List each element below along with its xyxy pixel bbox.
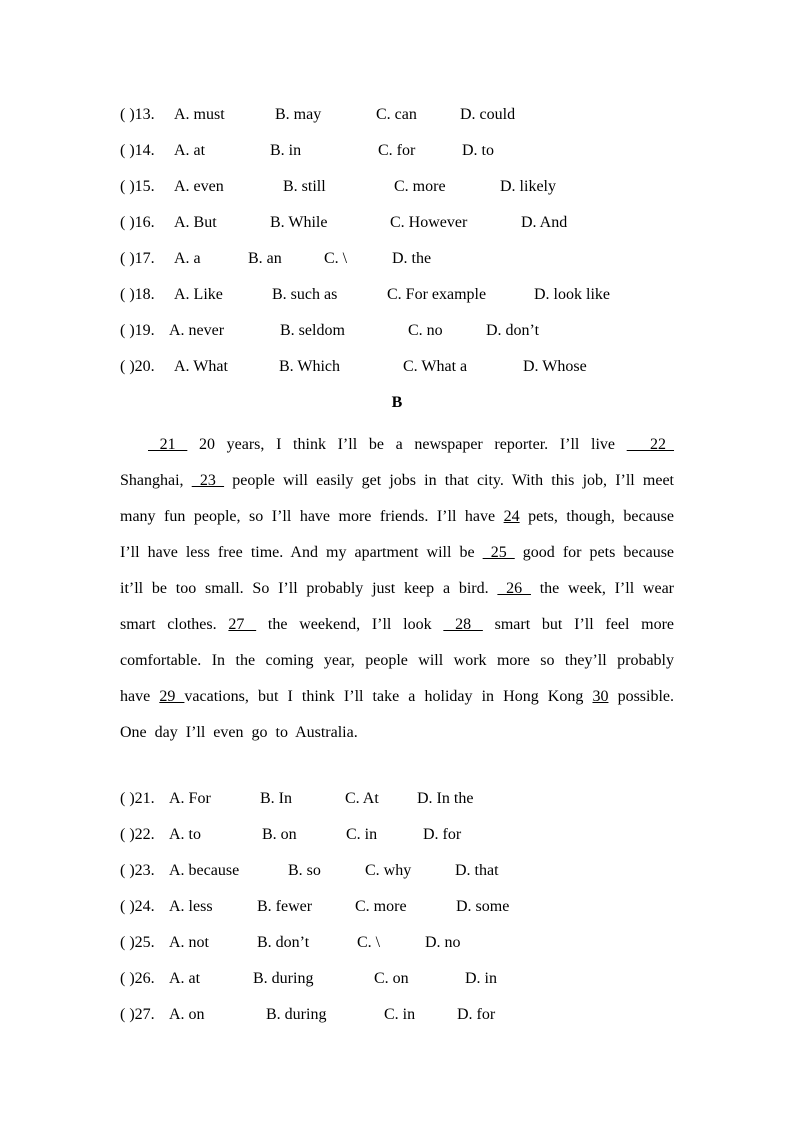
option-a: A. never: [169, 322, 225, 339]
question-number: ( )22.: [120, 826, 155, 843]
option-b: B. may: [275, 106, 322, 123]
option-c: C. At: [345, 790, 379, 807]
question-number: ( )24.: [120, 898, 155, 915]
option-d: D. to: [462, 142, 494, 159]
option-b: B. don’t: [257, 934, 310, 951]
option-b: B. Which: [279, 358, 341, 375]
option-d: D. that: [455, 862, 499, 879]
option-d: D. could: [460, 106, 516, 123]
section-b-title: B: [391, 394, 403, 411]
option-d: D. In the: [417, 790, 474, 807]
question-number: ( )20.: [120, 358, 155, 375]
option-a: A. Like: [174, 286, 223, 303]
option-b: B. during: [253, 970, 314, 987]
option-d: D. don’t: [486, 322, 540, 339]
question-number: ( )19.: [120, 322, 155, 339]
option-a: A. For: [169, 790, 211, 807]
option-d: D. some: [456, 898, 510, 915]
passage-text: people will easily get jobs in that city. With this job, I’ll meet many fun people, so I’ll have more friends. I’ll have: [120, 472, 675, 525]
cloze-blank: 22: [626, 436, 675, 453]
option-c: C. What a: [403, 358, 468, 375]
option-d: D. the: [392, 250, 432, 267]
option-c: C. \: [357, 934, 381, 951]
option-c: C. for: [378, 142, 416, 159]
option-d: D. no: [425, 934, 461, 951]
option-a: A. a: [174, 250, 201, 267]
option-b: B. still: [283, 178, 326, 195]
option-a: A. on: [169, 1006, 205, 1023]
cloze-blank: 26: [497, 580, 531, 597]
option-b: B. seldom: [280, 322, 345, 339]
question-number: ( )17.: [120, 250, 155, 267]
option-a: A. at: [169, 970, 201, 987]
question-number: ( )21.: [120, 790, 155, 807]
option-c: C. more: [355, 898, 407, 915]
option-c: C. no: [408, 322, 443, 339]
option-d: D. likely: [500, 178, 556, 195]
passage-text: smart but I’ll feel more comfortable. In the coming year, people will work more so they’ll probably have: [120, 616, 675, 705]
passage-text: the weekend, I’ll look: [256, 616, 444, 633]
option-b: B. such as: [272, 286, 338, 303]
cloze-blank: 29: [159, 688, 185, 705]
cloze-blank: 24: [503, 508, 520, 525]
option-a: A. even: [174, 178, 224, 195]
option-a: A. must: [174, 106, 225, 123]
option-c: C. in: [346, 826, 378, 843]
question-number: ( )14.: [120, 142, 155, 159]
cloze-passage: [120, 427, 674, 751]
option-a: A. But: [174, 214, 217, 231]
option-a: A. less: [169, 898, 213, 915]
cloze-blank: 21: [148, 436, 188, 453]
option-a: A. not: [169, 934, 209, 951]
option-c: C. on: [374, 970, 409, 987]
passage-text: possible. One day I’ll even go to Australia.: [120, 688, 675, 741]
option-b: B. fewer: [257, 898, 313, 915]
cloze-blank: 25: [482, 544, 515, 561]
question-number: ( )25.: [120, 934, 155, 951]
option-d: D. look like: [534, 286, 610, 303]
option-a: A. to: [169, 826, 201, 843]
passage-text: pets, though, because I’ll have less free time. And my apartment will be: [120, 508, 674, 561]
option-c: C. more: [394, 178, 446, 195]
question-number: ( )23.: [120, 862, 155, 879]
option-d: D. in: [465, 970, 497, 987]
option-b: B. during: [266, 1006, 327, 1023]
option-d: D. And: [521, 214, 568, 231]
question-number: ( )15.: [120, 178, 155, 195]
option-b: B. In: [260, 790, 292, 807]
option-b: B. in: [270, 142, 302, 159]
option-c: C. why: [365, 862, 412, 879]
option-c: C. \: [324, 250, 348, 267]
option-a: A. What: [174, 358, 228, 375]
cloze-blank: 28: [443, 616, 483, 633]
option-b: B. so: [288, 862, 321, 879]
option-b: B. While: [270, 214, 328, 231]
cloze-blank: 27: [228, 616, 257, 633]
option-c: C. However: [390, 214, 468, 231]
question-number: ( )27.: [120, 1006, 155, 1023]
cloze-blank: 23: [191, 472, 225, 489]
passage-text: good for pets because it’ll be too small. So I’ll probably just keep a bird.: [120, 544, 675, 597]
passage-text: Shanghai,: [120, 472, 192, 489]
question-number: ( )16.: [120, 214, 155, 231]
passage-text: 20 years, I think I’ll be a newspaper reporter. I’ll live: [187, 436, 627, 453]
option-b: B. an: [248, 250, 282, 267]
option-c: C. in: [384, 1006, 416, 1023]
option-d: D. Whose: [523, 358, 587, 375]
passage-text: vacations, but I think I’ll take a holiday in Hong Kong: [184, 688, 593, 705]
option-d: D. for: [423, 826, 462, 843]
option-c: C. For example: [387, 286, 487, 303]
option-b: B. on: [262, 826, 297, 843]
option-a: A. at: [174, 142, 206, 159]
option-d: D. for: [457, 1006, 496, 1023]
question-number: ( )26.: [120, 970, 155, 987]
option-a: A. because: [169, 862, 240, 879]
passage-text: the week, I’ll wear smart clothes.: [120, 580, 675, 633]
question-number: ( )18.: [120, 286, 155, 303]
cloze-blank: 30: [592, 688, 609, 705]
option-c: C. can: [376, 106, 417, 123]
question-number: ( )13.: [120, 106, 155, 123]
